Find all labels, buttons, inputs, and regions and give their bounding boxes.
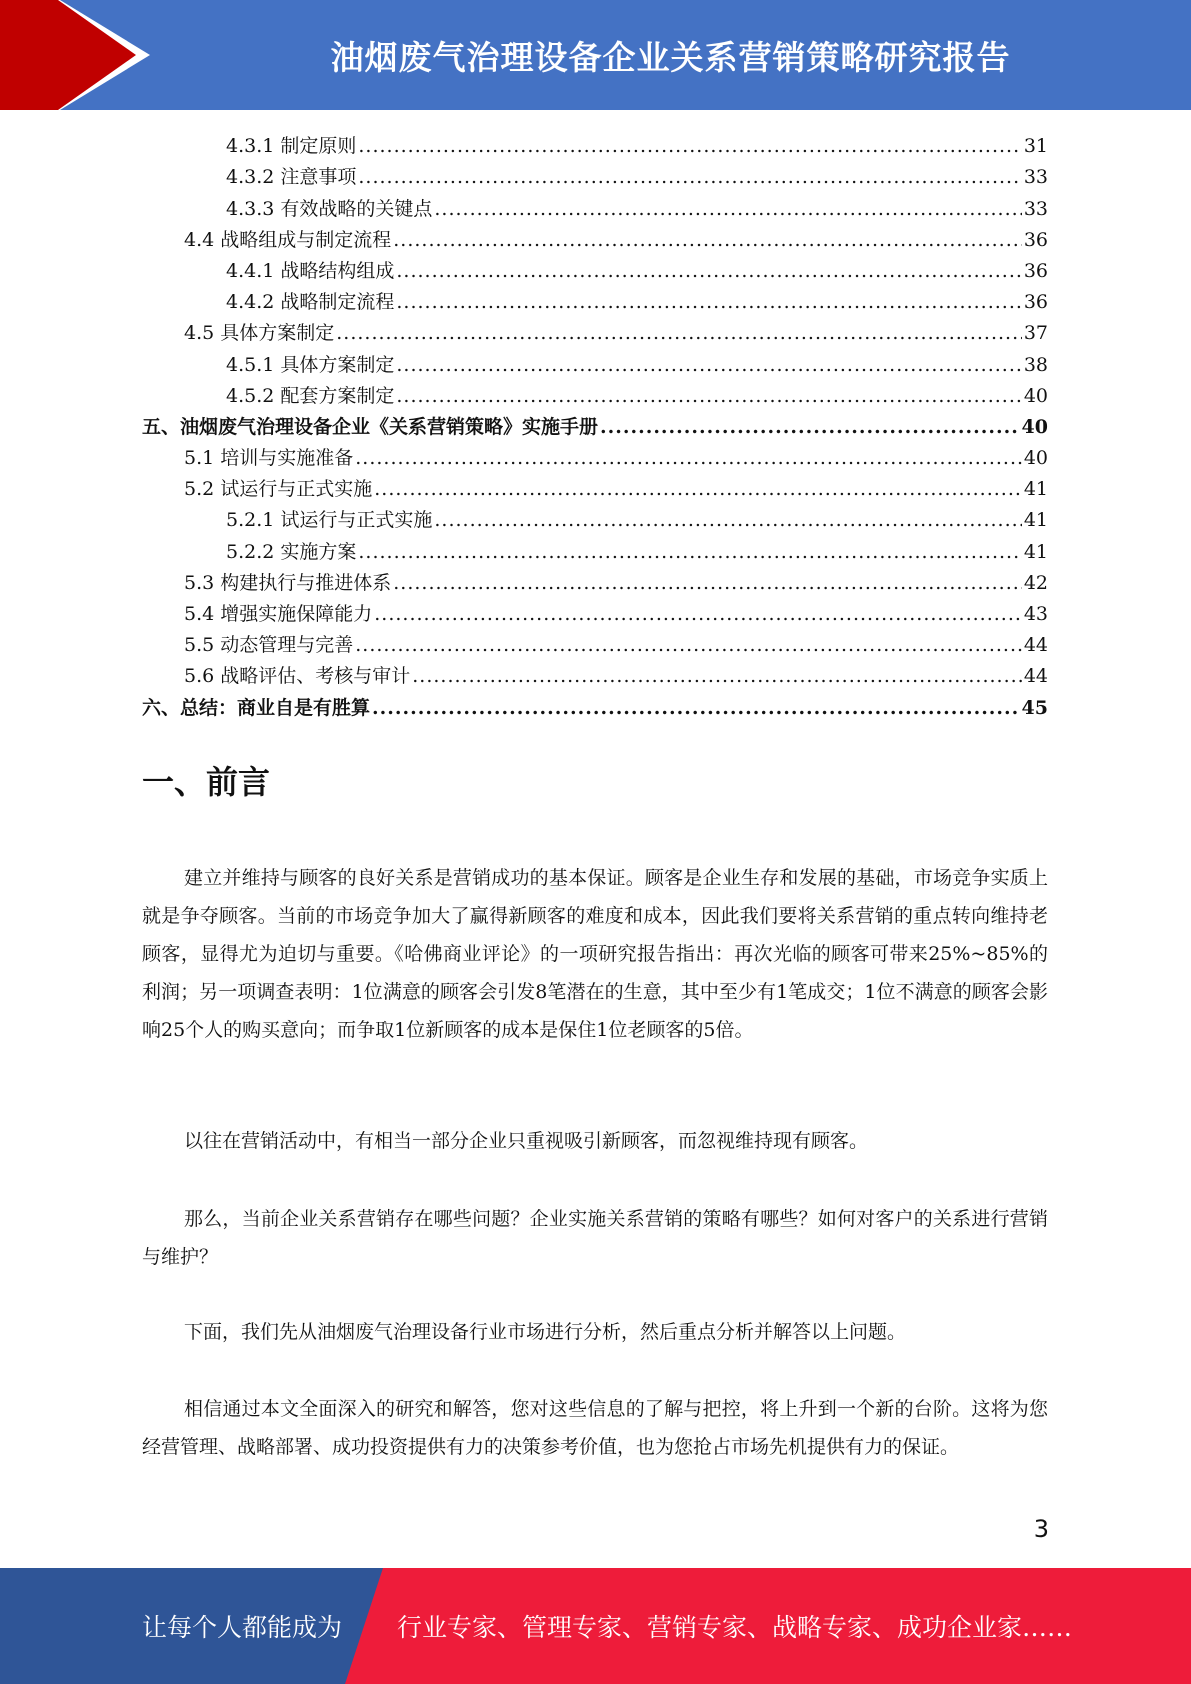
toc-entry[interactable] [142,127,1048,158]
toc-entry-label: 4.4 战略组成与制定流程 [184,228,392,251]
toc-entry[interactable] [142,595,1048,626]
page-number: 3 [1033,1515,1049,1543]
toc-entry-page: 33 [1023,197,1048,220]
toc-entry[interactable] [142,158,1048,189]
toc-leader-dots [372,696,1020,720]
toc-entry-page: 40 [1023,447,1048,470]
toc-leader-dots [396,384,1021,408]
table-of-contents [142,127,1048,720]
toc-entry[interactable] [142,501,1048,532]
toc-entry-page: 42 [1023,571,1048,594]
toc-entry-page: 38 [1023,353,1048,376]
toc-leader-dots [358,540,1021,564]
toc-entry[interactable] [142,408,1048,439]
header-title: 油烟废气治理设备企业关系营销策略研究报告 [330,37,1011,77]
toc-entry-label: 4.3.2 注意事项 [226,166,357,189]
footer-slogan-right: 行业专家、管理专家、营销专家、战略专家、成功企业家…… [397,1613,1073,1642]
toc-leader-dots [374,602,1022,626]
toc-leader-dots [396,259,1021,283]
toc-leader-dots [358,165,1021,189]
toc-entry[interactable] [142,345,1048,376]
toc-entry[interactable] [142,688,1048,719]
toc-entry-page: 45 [1021,696,1048,719]
page-header [0,0,1191,110]
toc-entry-label: 5.4 增强实施保障能力 [184,603,373,625]
toc-leader-dots [434,197,1021,221]
toc-entry-page: 44 [1023,634,1048,657]
toc-entry[interactable] [142,314,1048,345]
section-heading: 一、前言 [142,763,271,801]
toc-entry-page: 33 [1023,166,1048,189]
paragraph-approach: 下面，我们先从油烟废气治理设备行业市场进行分析，然后重点分析并解答以上问题。 [184,1321,907,1343]
toc-leader-dots [396,353,1021,377]
toc-entry-label: 4.5 具体方案制定 [184,322,335,345]
toc-entry-page: 40 [1023,384,1048,407]
toc-leader-dots [355,633,1022,657]
toc-entry-label: 4.4.2 战略制定流程 [226,291,395,314]
toc-leader-dots [393,571,1022,595]
toc-entry-label: 4.5.1 具体方案制定 [226,353,395,376]
paragraph-past-practice: 以往在营销活动中，有相当一部分企业只重视吸引新顾客，而忽视维持现有顾客。 [184,1130,869,1152]
toc-entry-page: 41 [1023,540,1048,563]
toc-leader-dots [396,290,1021,314]
paragraph-questions: 那么，当前企业关系营销存在哪些问题？企业实施关系营销的策略有哪些？如何对客户的关系进行营销与维护？ [142,1208,1048,1268]
toc-entry-label: 4.3.1 制定原则 [226,135,357,158]
toc-entry[interactable] [142,252,1048,283]
footer-slogan-left: 让每个人都能成为 [142,1613,343,1642]
toc-entry-page: 37 [1023,322,1048,345]
toc-entry-page: 36 [1023,291,1048,314]
toc-entry[interactable] [142,470,1048,501]
toc-entry[interactable] [142,626,1048,657]
toc-entry-page: 41 [1023,509,1048,532]
paragraph-value: 相信通过本文全面深入的研究和解答，您对这些信息的了解与把控，将上升到一个新的台阶。这将为您经营管理、战略部署、成功投资提供有力的决策参考价值，也为您抢占市场先机提供有力的保证。 [142,1398,1048,1458]
toc-leader-dots [600,415,1020,439]
toc-entry-label: 5.3 构建执行与推进体系 [184,571,392,594]
toc-entry-page: 40 [1021,415,1048,438]
toc-entry-label: 4.4.1 战略结构组成 [226,259,395,282]
toc-entry-label: 五、油烟废气治理设备企业《关系营销策略》实施手册 [142,415,599,438]
toc-leader-dots [374,477,1022,501]
toc-entry-label: 4.5.2 配套方案制定 [226,384,395,407]
toc-entry[interactable] [142,439,1048,470]
toc-entry[interactable] [142,564,1048,595]
toc-entry-label: 5.2.2 实施方案 [226,540,357,563]
header-chevron-icon [0,0,160,110]
toc-entry-page: 36 [1023,228,1048,251]
toc-entry-page: 31 [1023,135,1048,158]
toc-entry-page: 44 [1023,665,1048,688]
toc-leader-dots [393,228,1022,252]
toc-leader-dots [355,446,1022,470]
toc-entry-label: 5.2.1 试运行与正式实施 [226,509,433,532]
toc-entry-label: 5.6 战略评估、考核与审计 [184,665,411,688]
toc-entry-label: 4.3.3 有效战略的关键点 [226,197,433,220]
toc-entry[interactable] [142,377,1048,408]
paragraph-intro: 建立并维持与顾客的良好关系是营销成功的基本保证。顾客是企业生存和发展的基础，市场竞争实质上就是争夺顾客。当前的市场竞争加大了赢得新顾客的难度和成本，因此我们要将关系营销的重点转向维持老顾客，显得尤为迫切与重要。《哈佛商业评论》的一项研究报告指出：再次光临的顾客可带来25%~85%的利润；另一项调查表明：1位满意的顾客会引发8笔潜在的生意，其中至少有1笔成交；1位不满意的顾客会影响25个人的购买意向；而争取1位新顾客的成本是保住1位老顾客的5倍。 [142,867,1048,1041]
toc-entry-label: 5.5 动态管理与完善 [184,634,354,657]
toc-leader-dots [434,508,1021,532]
toc-entry[interactable] [142,283,1048,314]
toc-entry[interactable] [142,189,1048,220]
toc-entry-label: 5.2 试运行与正式实施 [184,478,373,501]
toc-entry-page: 43 [1023,603,1048,625]
toc-leader-dots [412,664,1022,688]
toc-entry[interactable] [142,532,1048,563]
toc-leader-dots [336,321,1022,345]
toc-entry-label: 5.1 培训与实施准备 [184,447,354,470]
page-footer [0,1568,1191,1684]
toc-entry-label: 六、总结：商业自是有胜算 [142,696,371,719]
toc-leader-dots [358,134,1021,158]
toc-entry[interactable] [142,657,1048,688]
toc-entry-page: 41 [1023,478,1048,501]
toc-entry[interactable] [142,221,1048,252]
toc-entry-page: 36 [1023,259,1048,282]
